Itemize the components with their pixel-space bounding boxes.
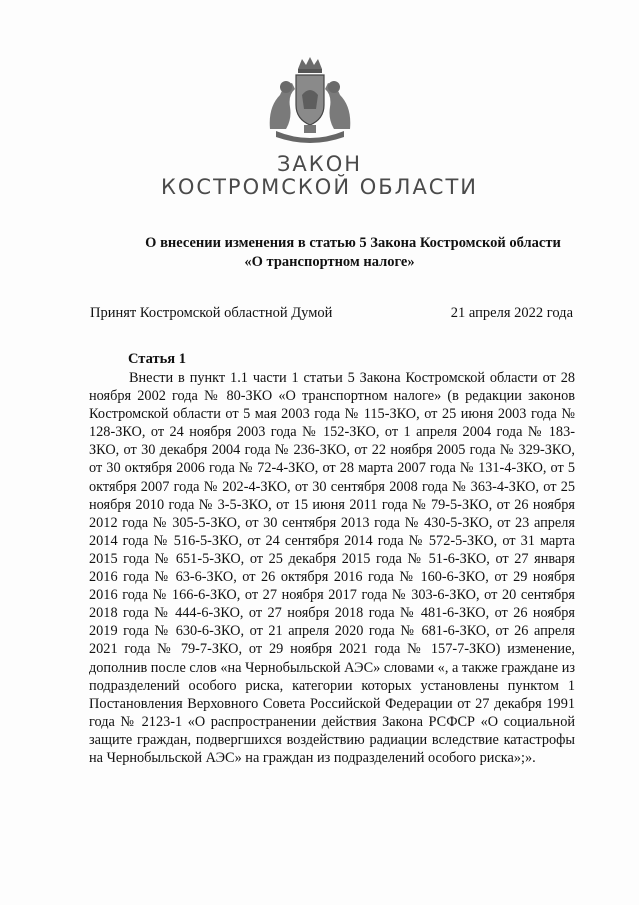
region-title: КОСТРОМСКОЙ ОБЛАСТИ xyxy=(160,175,479,199)
article-heading: Статья 1 xyxy=(128,351,186,367)
coat-of-arms-icon xyxy=(262,55,358,147)
adopted-by: Принят Костромской областной Думой xyxy=(90,305,333,321)
adoption-date: 21 апреля 2022 года xyxy=(450,305,573,321)
law-title: ЗАКОН xyxy=(276,152,363,176)
subject-line-1: О внесении изменения в статью 5 Закона Костромской области xyxy=(145,235,561,251)
subject-line-2: «О транспортном налоге» xyxy=(244,254,415,270)
article-text: Внести в пункт 1.1 части 1 статьи 5 Закона Костромской области от 28 ноября 2002 года № 80-ЗКО «О транспортном налоге» (в редакции законов Костромской области от 5 мая 2003 года № 115-ЗКО, от 25 июня 2003 года № 128-ЗКО, от 24 ноября 2003 года № 152-ЗКО, от 1 апреля 2004 года № 183-ЗКО, от 30 декабря 2004 года № 236-ЗКО, от 22 ноября 2005 года № 329-ЗКО, от 30 октября 2006 года № 72-4-ЗКО, от 28 марта 2007 года № 131-4-ЗКО, от 5 октября 2007 года № 202-4-ЗКО, от 30 сентября 2008 года № 363-4-ЗКО, от 25 ноября 2010 года № 3-5-ЗКО, от 15 июня 2011 года № 79-5-ЗКО, от 26 ноября 2012 года № 305-5-ЗКО, от 30 сентября 2013 года № 430-5-ЗКО, от 23 апреля 2014 года № 516-5-ЗКО, от 24 сентября 2014 года № 572-5-ЗКО, от 31 марта 2015 года № 651-5-ЗКО, от 25 декабря 2015 года № 51-6-ЗКО, от 27 января 2016 года № 63-6-ЗКО, от 26 октября 2016 года № 160-6-ЗКО, от 29 ноября 2016 года № 166-6-ЗКО, от 27 ноября 2017 года № 303-6-ЗКО, от 20 сентября 2018 года № 444-6-ЗКО, от 27 ноября 2018 года № 481-6-ЗКО, от 26 ноября 2019 года № 630-6-ЗКО, от 21 апреля 2020 года № 681-6-ЗКО, от 26 апреля 2021 года № 79-7-ЗКО, от 29 ноября 2021 года № 157-7-ЗКО) изменение, дополнив после слов «на Чернобыльской АЭС» словами «, а также граждане из подразделений особого риска, категории которых установлены пунктом 1 Постановления Верховного Совета Российской Федерации от 27 декабря 1991 года № 2123-1 «О распространении действия Закона РСФСР «О социальной защите граждан, подвергшихся воздействию радиации вследствие катастрофы на Чернобыльской АЭС» на граждан из подразделений особого риска»;». xyxy=(89,370,575,766)
